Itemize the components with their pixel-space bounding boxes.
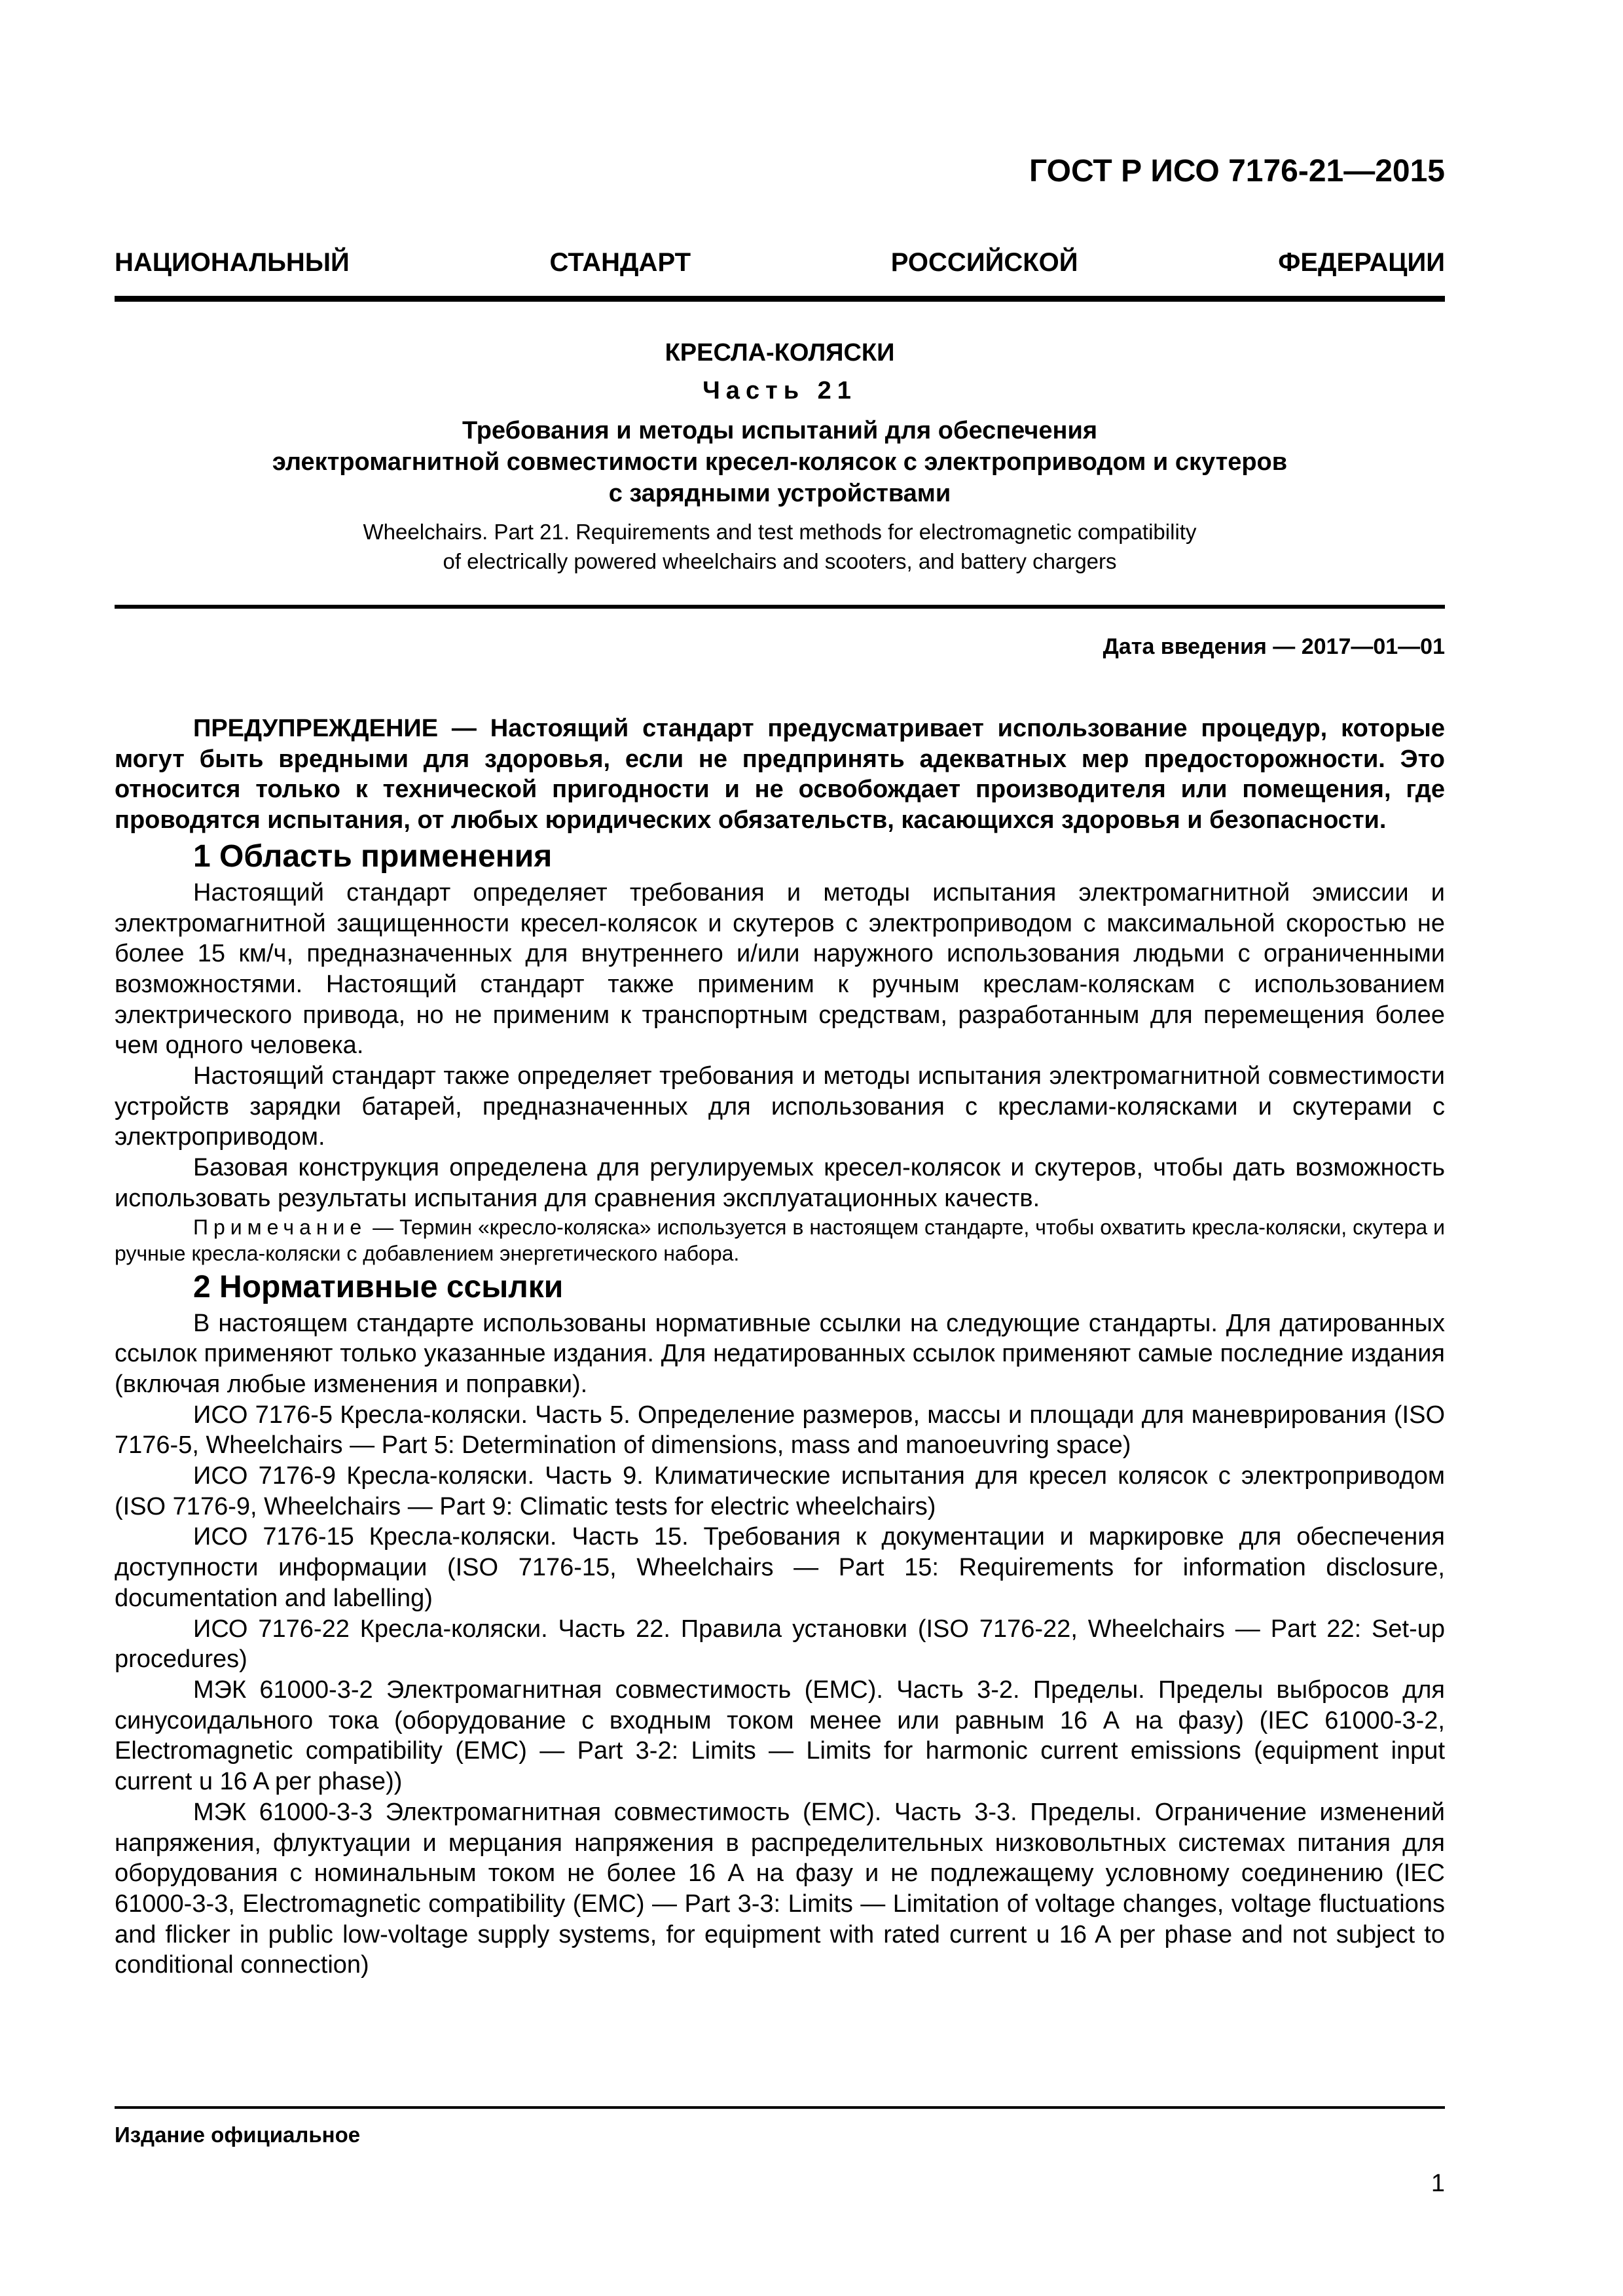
normative-reference: МЭК 61000-3-2 Электромагнитная совместимость (ЕМС). Часть 3-2. Пределы. Пределы выбросов для синусоидального тока (оборудование с входным током менее или равным 16 А на фазу) (IEC 61000-3-2, Electromagnetic compatibility (EMC) — Part 3-2: Limits — Limits for harmonic current emissions (equipment input current u 16 A per phase)) [115,1676,1445,1796]
section-1-paragraph: Настоящий стандарт определяет требования и методы испытания электромагнитной эмиссии и электромагнитной защищенности кресел-колясок и скутеров с электроприводом с максимальной скоростью не более 15 км/ч, предназначенных для внутреннего и/или наружного использования людьми с ограниченными возможностями. Настоящий стандарт также применим к ручным креслам-коляскам с использованием электрического привода, но не применим к транспортным средствам, разработанным для перемещения более чем одного человека. [115,878,1445,1060]
title-main: КРЕСЛА-КОЛЯСКИ [665,339,895,367]
footer-divider [115,2106,1445,2109]
normative-reference: МЭК 61000-3-3 Электромагнитная совместимость (ЕМС). Часть 3-3. Пределы. Ограничение изменений напряжения, флуктуации и мерцания напряжения в распределительных низковольтных системах питания для оборудования с номинальным током не более 16 А на фазу и не подлежащему условному соединению (IEC 61000-3-3, Electromagnetic compatibility (EMC) — Part 3-3: Limits — Limitation of voltage changes, voltage fluctuations and flicker in public low-voltage supply systems, for equipment with rated current u 16 A per phase and not subject to conditional connection) [115,1798,1445,1979]
edition-label: Издание официальное [115,2123,361,2147]
page-number: 1 [1431,2170,1445,2197]
warning-paragraph: ПРЕДУПРЕЖДЕНИЕ — Настоящий стандарт предусматривает использование процедур, которые могут быть вредными для здоровья, если не предпринять адекватных мер предосторожности. Это относится только к технической пригодности и не освобождает производителя или помещения, где проводятся испытания, от любых юридических обязательств, касающихся здоровья и безопасности. [115,715,1445,834]
title-divider [115,605,1445,609]
title-russian [115,415,1445,509]
normative-reference: ИСО 7176-15 Кресла-коляски. Часть 15. Требования к документации и маркировке для обеспечения доступности информации (ISO 7176-15, Wheelchairs — Part 15: Requirements for information disclosure, documentation and labelling) [115,1523,1445,1612]
title-russian-line: электромагнитной совместимости кресел-колясок с электроприводом и скутеров [272,448,1288,476]
document-number: ГОСТ Р ИСО 7176-21—2015 [1029,154,1445,188]
title-russian-line: Требования и методы испытаний для обеспечения [462,417,1098,444]
title-part: Часть 21 [702,377,857,404]
national-standard-banner: НАЦИОНАЛЬНЫЙ СТАНДАРТ РОССИЙСКОЙ ФЕДЕРАЦИИ [115,248,1445,277]
normative-reference: ИСО 7176-22 Кресла-коляски. Часть 22. Правила установки (ISO 7176-22, Wheelchairs — Part 22: Set-up procedures) [115,1615,1445,1674]
section-1-paragraph: Настоящий стандарт также определяет требования и методы испытания электромагнитной совместимости устройств зарядки батарей, предназначенных для использования с креслами-колясками и скутерами с электроприводом. [115,1062,1445,1151]
header-divider [115,296,1445,302]
normative-reference: ИСО 7176-5 Кресла-коляски. Часть 5. Определение размеров, массы и площади для маневрирования (ISO 7176-5, Wheelchairs — Part 5: Determination of dimensions, mass and manoeuvring space) [115,1401,1445,1460]
section-2-paragraph: В настоящем стандарте использованы нормативные ссылки на следующие стандарты. Для датированных ссылок применяют только указанные издания. Для недатированных ссылок применяют самые последние издания (включая любые изменения и поправки). [115,1309,1445,1398]
section-2-heading: 2 Нормативные ссылки [193,1269,564,1304]
section-1-paragraph: Базовая конструкция определена для регулируемых кресел-колясок и скутеров, чтобы дать возможность использовать результаты испытания для сравнения эксплуатационных качеств. [115,1154,1445,1212]
note-text: — Термин «кресло-коляска» используется в настоящем стандарте, чтобы охватить кресла-коляски, скутера и ручные кресла-коляски с добавлением энергетического набора. [115,1215,1445,1265]
note-label: Примечание [193,1215,367,1239]
title-english [115,517,1445,576]
section-1-note [115,1214,1445,1266]
title-english-line: of electrically powered wheelchairs and scooters, and battery chargers [443,549,1117,573]
title-russian-line: с зарядными устройствами [608,480,951,507]
normative-reference: ИСО 7176-9 Кресла-коляски. Часть 9. Климатические испытания для кресел колясок с электроприводом (ISO 7176-9, Wheelchairs — Part 9: Climatic tests for electric wheelchairs) [115,1462,1445,1520]
title-english-line: Wheelchairs. Part 21. Requirements and test methods for electromagnetic compatibility [363,520,1197,544]
document-body [115,713,1445,1981]
section-1-heading: 1 Область применения [193,838,553,874]
introduction-date: Дата введения — 2017—01—01 [1103,634,1445,659]
